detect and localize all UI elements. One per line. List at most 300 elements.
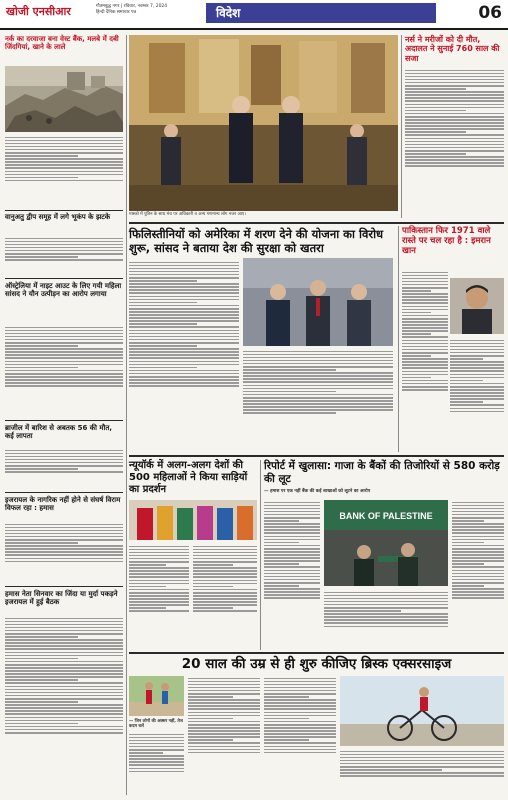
- text-line: [340, 760, 504, 762]
- text-line: [452, 548, 504, 550]
- gaza-banks-body: [264, 500, 320, 648]
- text-line: [5, 348, 123, 350]
- text-line: [5, 339, 123, 341]
- text-line: [193, 604, 257, 606]
- gaza-camps-body: [5, 135, 123, 207]
- text-line: [405, 144, 504, 146]
- text-line: [129, 576, 189, 578]
- text-line: [402, 278, 448, 280]
- text-line: [129, 289, 239, 291]
- text-line: [264, 699, 336, 701]
- text-line: [5, 376, 123, 378]
- text-line: [264, 585, 299, 587]
- text-line: [405, 73, 504, 75]
- text-line: [452, 591, 504, 593]
- text-line: [243, 375, 393, 377]
- text-line: [402, 272, 448, 274]
- text-line: [5, 174, 123, 176]
- text-line: [324, 616, 448, 618]
- text-line: [264, 542, 299, 544]
- text-line: [129, 345, 197, 347]
- text-line: [129, 583, 189, 585]
- text-line: [5, 238, 123, 240]
- text-line: [188, 699, 260, 701]
- gaza-banks-body-2: [324, 590, 448, 648]
- text-line: [243, 369, 336, 371]
- text-line: [188, 690, 260, 692]
- text-line: [243, 388, 393, 390]
- text-line: [188, 693, 260, 695]
- text-line: [340, 757, 504, 759]
- text-line: [5, 548, 123, 550]
- text-line: [5, 630, 123, 632]
- divider: [5, 278, 123, 279]
- text-line: [5, 695, 123, 697]
- text-line: [129, 342, 239, 344]
- text-line: [405, 79, 504, 81]
- text-line: [264, 690, 336, 692]
- text-line: [264, 739, 309, 741]
- text-line: [5, 542, 78, 544]
- text-line: [450, 383, 504, 385]
- story-brazil: [5, 424, 123, 441]
- text-line: [129, 570, 189, 572]
- text-line: [5, 361, 123, 363]
- text-line: [129, 758, 184, 760]
- text-line: [188, 684, 260, 686]
- text-line: [5, 726, 123, 728]
- text-line: [452, 514, 504, 516]
- text-line: [402, 380, 448, 382]
- text-line: [405, 100, 504, 102]
- text-line: [340, 754, 504, 756]
- text-line: [129, 286, 239, 288]
- text-line: [5, 171, 123, 173]
- text-line: [402, 336, 448, 338]
- story-exercise: [129, 656, 504, 672]
- text-line: [5, 679, 78, 681]
- text-line: [264, 749, 336, 751]
- text-line: [5, 670, 123, 672]
- text-line: [5, 327, 123, 329]
- text-line: [5, 551, 123, 553]
- text-line: [405, 165, 504, 167]
- text-line: [450, 395, 504, 397]
- story-nurses: [405, 35, 504, 63]
- headline: रिपोर्ट में खुलासा: गाजा के बैंकों की तिजोरियों से 580 करोड़ की लूट: [264, 460, 500, 485]
- text-line: [402, 287, 448, 289]
- text-line: [5, 633, 123, 635]
- headline: फिलिस्तीनियों को अमेरिका में शरण देने की योजना का विरोध शुरू, सांसद ने बताया देश की सुरक्षा को खतरा: [129, 227, 384, 255]
- exercise-body: [129, 732, 184, 794]
- text-line: [188, 712, 260, 714]
- nurses-body: [405, 68, 504, 218]
- text-line: [129, 364, 239, 366]
- text-line: [264, 588, 320, 590]
- text-line: [5, 468, 78, 470]
- text-line: [264, 727, 336, 729]
- text-line: [188, 746, 260, 748]
- text-line: [5, 673, 123, 675]
- text-line: [5, 701, 78, 703]
- text-line: [193, 595, 257, 597]
- text-line: [129, 567, 189, 569]
- text-line: [193, 570, 257, 572]
- text-line: [405, 156, 504, 158]
- text-line: [402, 367, 448, 369]
- text-line: [402, 318, 448, 320]
- text-line: [5, 357, 123, 359]
- text-line: [452, 526, 504, 528]
- text-line: [129, 601, 189, 603]
- text-line: [324, 595, 448, 597]
- text-line: [324, 598, 448, 600]
- headline: 20 साल की उम्र से ही शुरु कीजिए ब्रिस्क एक्सरसाइज: [181, 656, 452, 672]
- text-line: [129, 564, 166, 566]
- issue-meta: [96, 4, 216, 16]
- text-line: [129, 336, 239, 338]
- text-line: [129, 734, 184, 736]
- text-line: [264, 687, 336, 689]
- text-line: [243, 360, 393, 362]
- text-line: [129, 292, 239, 294]
- text-line: [129, 764, 184, 766]
- text-line: [450, 411, 504, 413]
- text-line: [402, 284, 448, 286]
- text-line: [452, 597, 504, 599]
- text-line: [402, 389, 448, 391]
- text-line: [402, 352, 448, 354]
- text-line: [452, 551, 504, 553]
- text-line: [5, 247, 123, 249]
- text-line: [405, 94, 504, 96]
- text-line: [264, 705, 336, 707]
- text-line: [264, 594, 320, 596]
- headline: हमास नेता सिनवार का जिंदा या मुर्दा पकड़ने इजरायल में हुई बैठक: [5, 590, 118, 607]
- text-line: [243, 400, 393, 402]
- text-line: [402, 321, 448, 323]
- text-line: [405, 76, 504, 78]
- text-line: [129, 589, 189, 591]
- text-line: [452, 573, 504, 575]
- divider: [5, 492, 123, 493]
- text-line: [243, 372, 393, 374]
- text-line: [450, 408, 504, 410]
- text-line: [5, 707, 123, 709]
- text-line: [264, 702, 336, 704]
- text-line: [452, 511, 504, 513]
- text-line: [264, 693, 336, 695]
- text-line: [405, 150, 504, 152]
- text-line: [129, 385, 239, 387]
- text-line: [5, 704, 123, 706]
- text-line: [129, 326, 239, 328]
- text-line: [129, 592, 189, 594]
- text-line: [188, 715, 260, 717]
- text-line: [264, 730, 336, 732]
- hamas-leader-body: [5, 616, 123, 794]
- text-line: [188, 730, 260, 732]
- text-line: [188, 739, 233, 741]
- text-line: [405, 107, 504, 109]
- text-line: [340, 769, 442, 771]
- column-rule: [260, 460, 261, 650]
- text-line: [264, 582, 320, 584]
- text-line: [193, 592, 257, 594]
- text-line: [5, 561, 123, 563]
- text-line: [5, 618, 123, 620]
- divider: [5, 420, 123, 421]
- text-line: [450, 392, 504, 394]
- column-rule: [398, 226, 399, 452]
- imran-khan-photo: [450, 278, 504, 334]
- text-line: [405, 82, 504, 84]
- text-line: [188, 749, 260, 751]
- text-line: [129, 552, 189, 554]
- text-line: [5, 345, 78, 347]
- text-line: [450, 374, 504, 376]
- text-line: [452, 532, 504, 534]
- text-line: [405, 131, 466, 133]
- text-line: [129, 768, 184, 770]
- text-line: [450, 398, 504, 400]
- text-line: [5, 658, 78, 660]
- divider: [5, 586, 123, 587]
- text-line: [129, 607, 166, 609]
- text-line: [264, 576, 320, 578]
- text-line: [452, 585, 484, 587]
- bank-sign: BANK OF PALESTINE: [339, 511, 433, 521]
- story-hamas-leader: [5, 590, 123, 607]
- text-line: [402, 358, 448, 360]
- saree-women-photo: [129, 500, 257, 540]
- text-line: [452, 563, 484, 565]
- text-line: [188, 733, 260, 735]
- text-line: [5, 164, 123, 166]
- text-line: [402, 333, 431, 335]
- text-line: [450, 343, 504, 345]
- text-line: [5, 713, 123, 715]
- text-line: [243, 378, 393, 380]
- text-line: [264, 529, 320, 531]
- text-line: [5, 161, 123, 163]
- text-line: [129, 274, 239, 276]
- text-line: [450, 377, 504, 379]
- text-line: [264, 718, 309, 720]
- text-line: [402, 355, 431, 357]
- text-line: [264, 591, 320, 593]
- text-line: [193, 561, 257, 563]
- headline: वानुअतु द्वीप समूह में लगे भूकंप के झटके: [5, 213, 111, 221]
- text-line: [129, 280, 197, 282]
- text-line: [450, 367, 504, 369]
- text-line: [129, 595, 189, 597]
- text-line: [243, 403, 393, 405]
- text-line: [5, 385, 123, 387]
- text-line: [340, 763, 504, 765]
- text-line: [405, 91, 504, 93]
- text-line: [402, 324, 448, 326]
- text-line: [129, 299, 239, 301]
- text-line: [129, 743, 184, 745]
- text-line: [129, 746, 184, 748]
- text-line: [450, 349, 504, 351]
- exercise-body-2: [188, 676, 260, 794]
- text-line: [129, 271, 239, 273]
- palestinians-body-2: [243, 349, 393, 450]
- text-line: [264, 573, 320, 575]
- text-line: [402, 296, 448, 298]
- text-line: [193, 573, 257, 575]
- text-line: [129, 373, 239, 375]
- sarees-body-2: [193, 544, 257, 648]
- text-line: [5, 453, 123, 455]
- text-line: [5, 250, 123, 252]
- headline: नर्क का दरवाजा बना वेस्ट बैंक, मलबे में दबी जिंदगियां, खाने के लाले: [5, 35, 119, 52]
- text-line: [5, 698, 123, 700]
- issue-date: गौतमबुद्ध नगर | रविवार, नवम्बर 7, 2024: [96, 4, 168, 9]
- text-line: [243, 412, 336, 414]
- story-gaza-banks: [264, 460, 504, 494]
- text-line: [264, 696, 309, 698]
- text-line: [243, 363, 393, 365]
- text-line: [5, 621, 123, 623]
- ceremony-photo: [129, 35, 398, 211]
- page-number: 06: [478, 3, 502, 23]
- text-line: [5, 664, 123, 666]
- text-line: [5, 710, 123, 712]
- text-line: [402, 374, 448, 376]
- text-line: [129, 268, 239, 270]
- text-line: [324, 607, 448, 609]
- text-line: [5, 732, 123, 734]
- text-line: [5, 149, 123, 151]
- divider: [129, 222, 504, 224]
- text-line: [402, 343, 448, 345]
- photo-caption: मास्को में पुतिन के साथ मंच पर अधिकारी व अन्य गणमान्य लोग नजर आए।: [129, 212, 246, 217]
- text-line: [450, 352, 504, 354]
- text-line: [129, 558, 189, 560]
- text-line: [5, 545, 123, 547]
- text-line: [129, 573, 189, 575]
- text-line: [264, 514, 320, 516]
- text-line: [452, 505, 504, 507]
- text-line: [5, 723, 78, 725]
- text-line: [264, 536, 320, 538]
- text-line: [129, 308, 239, 310]
- text-line: [5, 180, 123, 182]
- text-line: [5, 158, 123, 160]
- text-line: [129, 610, 189, 612]
- text-line: [129, 302, 197, 304]
- text-line: [5, 558, 123, 560]
- text-line: [193, 586, 233, 588]
- text-line: [402, 386, 448, 388]
- text-line: [5, 686, 123, 688]
- text-line: [5, 536, 123, 538]
- text-line: [405, 88, 466, 90]
- text-line: [129, 277, 239, 279]
- text-line: [193, 549, 257, 551]
- text-line: [450, 361, 504, 363]
- text-line: [264, 532, 320, 534]
- palestinians-body: [129, 260, 239, 450]
- text-line: [405, 138, 504, 140]
- text-line: [450, 364, 504, 366]
- text-line: [264, 715, 336, 717]
- text-line: [450, 340, 504, 342]
- text-line: [129, 546, 189, 548]
- text-line: [452, 582, 504, 584]
- headline: न्यूयॉर्क में अलग-अलग देशों की 500 महिलाओं ने किया साड़ियों का प्रदर्शन: [129, 460, 248, 495]
- text-line: [193, 598, 257, 600]
- text-line: [129, 755, 184, 757]
- text-line: [405, 70, 504, 72]
- text-line: [5, 676, 123, 678]
- text-line: [5, 717, 123, 719]
- text-line: [402, 275, 448, 277]
- text-line: [450, 380, 483, 382]
- israel-body: [5, 522, 123, 582]
- text-line: [5, 330, 123, 332]
- text-line: [264, 570, 320, 572]
- text-line: [5, 370, 123, 372]
- text-line: [402, 349, 448, 351]
- text-line: [402, 281, 448, 283]
- text-line: [452, 529, 504, 531]
- text-line: [5, 379, 123, 381]
- text-line: [264, 681, 336, 683]
- text-line: [264, 708, 336, 710]
- text-line: [402, 315, 448, 317]
- text-line: [188, 681, 260, 683]
- text-line: [264, 508, 320, 510]
- text-line: [402, 327, 448, 329]
- text-line: [452, 517, 504, 519]
- text-line: [452, 542, 484, 544]
- text-line: [193, 567, 257, 569]
- text-line: [264, 736, 336, 738]
- australia-body: [5, 325, 123, 417]
- text-line: [264, 526, 320, 528]
- text-line: [5, 155, 78, 157]
- text-line: [188, 727, 260, 729]
- exercise-body-4: [340, 749, 504, 794]
- text-line: [129, 561, 189, 563]
- text-line: [243, 391, 336, 393]
- text-line: [188, 705, 260, 707]
- text-line: [405, 110, 466, 112]
- text-line: [402, 383, 448, 385]
- text-line: [188, 708, 260, 710]
- text-line: [452, 579, 504, 581]
- text-line: [452, 588, 504, 590]
- text-line: [5, 140, 123, 142]
- text-line: [5, 462, 123, 464]
- walking-photo: [129, 676, 184, 716]
- text-line: [402, 293, 448, 295]
- text-line: [402, 290, 431, 292]
- text-line: [264, 684, 336, 686]
- text-line: [5, 642, 123, 644]
- text-line: [452, 502, 504, 504]
- text-line: [402, 330, 448, 332]
- text-line: [129, 379, 239, 381]
- text-line: [243, 351, 393, 353]
- text-line: [5, 539, 123, 541]
- text-line: [188, 752, 260, 754]
- text-line: [405, 134, 504, 136]
